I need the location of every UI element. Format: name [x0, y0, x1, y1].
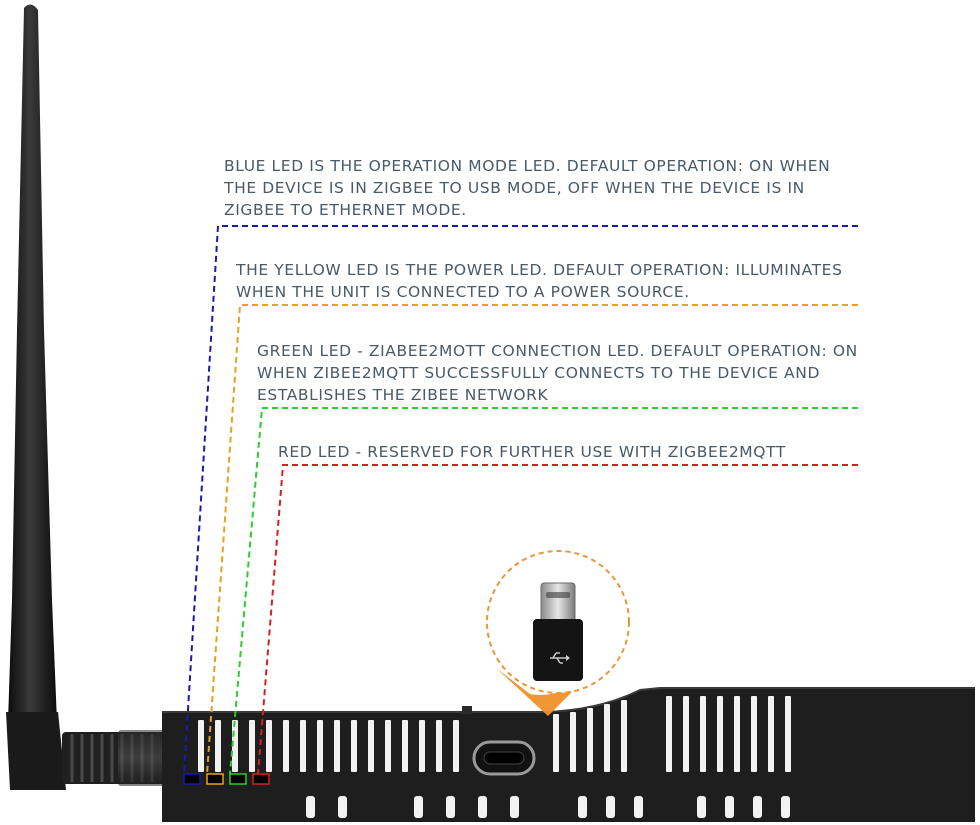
led-red	[253, 774, 269, 784]
led-green	[230, 774, 246, 784]
antenna-icon	[6, 4, 166, 790]
usb-c-adapter-icon	[533, 583, 583, 681]
usb-c-port-icon	[474, 742, 534, 774]
led-blue	[184, 774, 200, 784]
usb-c-zoom-callout	[487, 551, 629, 716]
led-yellow	[207, 774, 223, 784]
yellow-led-description: THE YELLOW LED IS THE POWER LED. DEFAULT OPERATION: ILLUMINATES WHEN THE UNIT IS CONNECTED TO A POWER SOURCE.	[236, 261, 843, 301]
device-body	[162, 688, 975, 822]
green-led-description: GREEN LED - ZIABEE2MOTT CONNECTION LED. DEFAULT OPERATION: ON WHEN ZIBEE2MQTT SUCCESSFULLY CONNECTS TO THE DEVICE AND ESTABLISHES THE ZIBEE NETWORK	[257, 342, 858, 404]
blue-led-description: BLUE LED IS THE OPERATION MODE LED. DEFAULT OPERATION: ON WHEN THE DEVICE IS IN ZIGBEE TO USB MODE, OFF WHEN THE DEVICE IS IN ZIGBEE TO ETHERNET MODE.	[224, 157, 831, 219]
red-led-description: RED LED - RESERVED FOR FURTHER USE WITH ZIGBEE2MQTT	[278, 443, 786, 461]
